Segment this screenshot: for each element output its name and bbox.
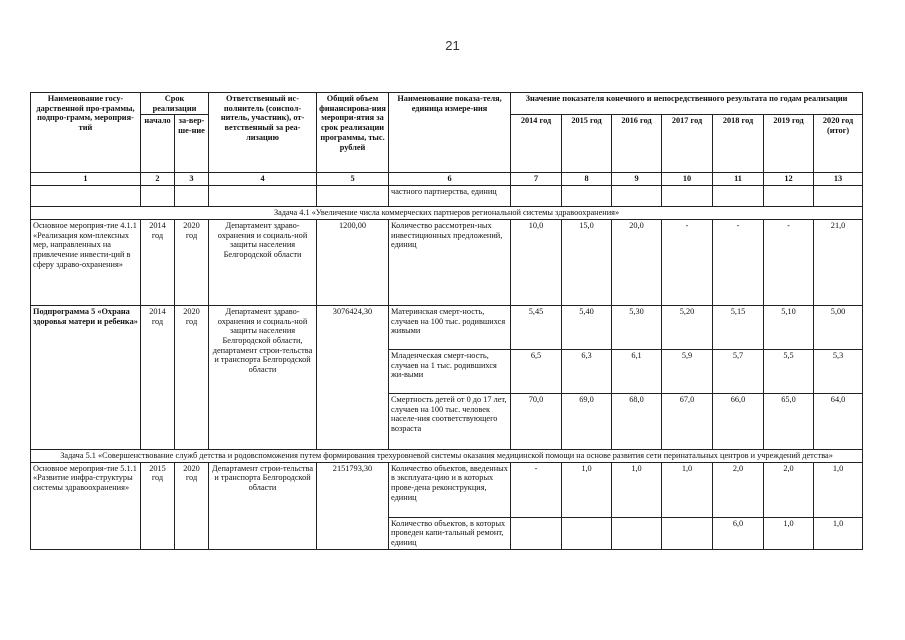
- col-number: 2: [141, 173, 175, 186]
- header-year-2018: 2018 год: [713, 115, 764, 173]
- header-period: Срок реализации: [141, 93, 209, 115]
- value-cell: 10,0: [511, 219, 562, 305]
- col-number: 5: [317, 173, 389, 186]
- measure-name: Основное мероприя-тие 5.1.1 «Развитие инфра-структуры системы здравоохранения»: [31, 462, 141, 549]
- value-cell: 6,5: [511, 349, 562, 393]
- value-cell: 5,20: [662, 305, 713, 349]
- task-row: [31, 207, 863, 220]
- value-cell: 1,0: [612, 462, 662, 517]
- col-number: 10: [662, 173, 713, 186]
- col-number: 7: [511, 173, 562, 186]
- start-year: 2014 год: [141, 219, 175, 305]
- header-year-2015: 2015 год: [562, 115, 612, 173]
- subprogram-name: Подпрограмма 5 «Охрана здоровья матери и ребенка»: [31, 305, 141, 449]
- value-cell: 65,0: [764, 393, 814, 449]
- responsible-cell: Департамент строи-тельства и транспорта Белгородской области: [209, 462, 317, 549]
- value-cell: 5,00: [814, 305, 863, 349]
- value-cell: 1,0: [764, 517, 814, 549]
- header-funding: Общий объем финансирова-ния меропри-ятия за срок реализации программы, тыс. рублей: [317, 93, 389, 173]
- value-cell: 5,15: [713, 305, 764, 349]
- header-year-2017: 2017 год: [662, 115, 713, 173]
- col-number: 9: [612, 173, 662, 186]
- value-cell: 5,10: [764, 305, 814, 349]
- value-cell: 6,1: [612, 349, 662, 393]
- task-4-1-title: Задача 4.1 «Увеличение числа коммерческих партнеров региональной системы здравоохранения»: [31, 207, 863, 220]
- column-numbers-row: [31, 173, 863, 186]
- indicator-cell: Количество объектов, в которых проведен капи-тальный ремонт, единиц: [389, 517, 511, 549]
- table-row: [31, 462, 863, 517]
- value-cell: 68,0: [612, 393, 662, 449]
- value-cell: [612, 517, 662, 549]
- page-number: 21: [445, 38, 460, 53]
- col-number: 13: [814, 173, 863, 186]
- value-cell: 6,0: [713, 517, 764, 549]
- value-cell: [511, 517, 562, 549]
- results-table: [30, 92, 863, 550]
- value-cell: -: [511, 462, 562, 517]
- responsible-cell: Департамент здраво-охранения и социаль-ной защиты населения Белгородской области, департамент строи-тельства и транспорта Белгородской области: [209, 305, 317, 449]
- value-cell: -: [713, 219, 764, 305]
- value-cell: 2,0: [764, 462, 814, 517]
- header-year-2020: 2020 год (итог): [814, 115, 863, 173]
- col-number: 11: [713, 173, 764, 186]
- value-cell: 5,40: [562, 305, 612, 349]
- value-cell: 2,0: [713, 462, 764, 517]
- indicator-cell: Младенческая смерт-ность, случаев на 1 тыс. родившихся жи-выми: [389, 349, 511, 393]
- col-number: 4: [209, 173, 317, 186]
- task-5-1-title: Задача 5.1 «Совершенствование служб детства и родовспоможения путем формирования трехуровневой системы оказания медицинской помощи на основе развития сети перинатальных центров и учреждений детства»: [31, 449, 863, 462]
- header-responsible: Ответственный ис-полнитель (соиспол-нитель, участник), от-ветственный за реа-лизацию: [209, 93, 317, 173]
- col-number: 8: [562, 173, 612, 186]
- indicator-cell: Количество объектов, введенных в эксплуата-цию и в которых прове-дена реконструкция, единиц: [389, 462, 511, 517]
- value-cell: 1,0: [662, 462, 713, 517]
- header-year-2019: 2019 год: [764, 115, 814, 173]
- task-row: [31, 449, 863, 462]
- end-year: 2020 год: [175, 305, 209, 449]
- funding-cell: 2151793,30: [317, 462, 389, 549]
- indicator-cell: Смертность детей от 0 до 17 лет, случаев на 100 тыс. человек населе-ния соответствующего возраста: [389, 393, 511, 449]
- indicator-cell: Количество рассмотрен-ных инвестиционных предложений, единиц: [389, 219, 511, 305]
- value-cell: 64,0: [814, 393, 863, 449]
- value-cell: 70,0: [511, 393, 562, 449]
- table-row: [31, 305, 863, 349]
- value-cell: 1,0: [814, 462, 863, 517]
- header-values: Значение показателя конечного и непосредственного результата по годам реализации: [511, 93, 863, 115]
- header-start: начало: [141, 115, 175, 173]
- value-cell: -: [662, 219, 713, 305]
- funding-cell: 3076424,30: [317, 305, 389, 449]
- start-year: 2014 год: [141, 305, 175, 449]
- measure-name: Основное мероприя-тие 4.1.1 «Реализация ком-плексных мер, направленных на привлечение инвести-ций в сферу здраво-охранения»: [31, 219, 141, 305]
- indicator-cell: Материнская смерт-ность, случаев на 100 тыс. родившихся живыми: [389, 305, 511, 349]
- col-number: 12: [764, 173, 814, 186]
- col-number: 3: [175, 173, 209, 186]
- value-cell: 15,0: [562, 219, 612, 305]
- col-number: 1: [31, 173, 141, 186]
- value-cell: 5,45: [511, 305, 562, 349]
- funding-cell: 1200,00: [317, 219, 389, 305]
- value-cell: 5,30: [612, 305, 662, 349]
- value-cell: [562, 517, 612, 549]
- header-year-2014: 2014 год: [511, 115, 562, 173]
- header-year-2016: 2016 год: [612, 115, 662, 173]
- value-cell: 5,9: [662, 349, 713, 393]
- header-end: за-вер-ше-ние: [175, 115, 209, 173]
- value-cell: 1,0: [562, 462, 612, 517]
- responsible-cell: Департамент здраво-охранения и социаль-ной защиты населения Белгородской области: [209, 219, 317, 305]
- value-cell: 21,0: [814, 219, 863, 305]
- table-row: [31, 186, 863, 207]
- end-year: 2020 год: [175, 219, 209, 305]
- value-cell: 1,0: [814, 517, 863, 549]
- header-name: Наименование госу-дарственной про-граммы, подпро-грамм, мероприя-тий: [31, 93, 141, 173]
- table-row: [31, 219, 863, 305]
- value-cell: 20,0: [612, 219, 662, 305]
- value-cell: 5,7: [713, 349, 764, 393]
- indicator-cell: частного партнерства, единиц: [389, 186, 511, 207]
- end-year: 2020 год: [175, 462, 209, 549]
- value-cell: 5,3: [814, 349, 863, 393]
- start-year: 2015 год: [141, 462, 175, 549]
- value-cell: 69,0: [562, 393, 612, 449]
- value-cell: 66,0: [713, 393, 764, 449]
- header-indicator: Наименование показа-теля, единица измере-ния: [389, 93, 511, 173]
- value-cell: 5,5: [764, 349, 814, 393]
- col-number: 6: [389, 173, 511, 186]
- value-cell: 6,3: [562, 349, 612, 393]
- value-cell: [662, 517, 713, 549]
- value-cell: -: [764, 219, 814, 305]
- value-cell: 67,0: [662, 393, 713, 449]
